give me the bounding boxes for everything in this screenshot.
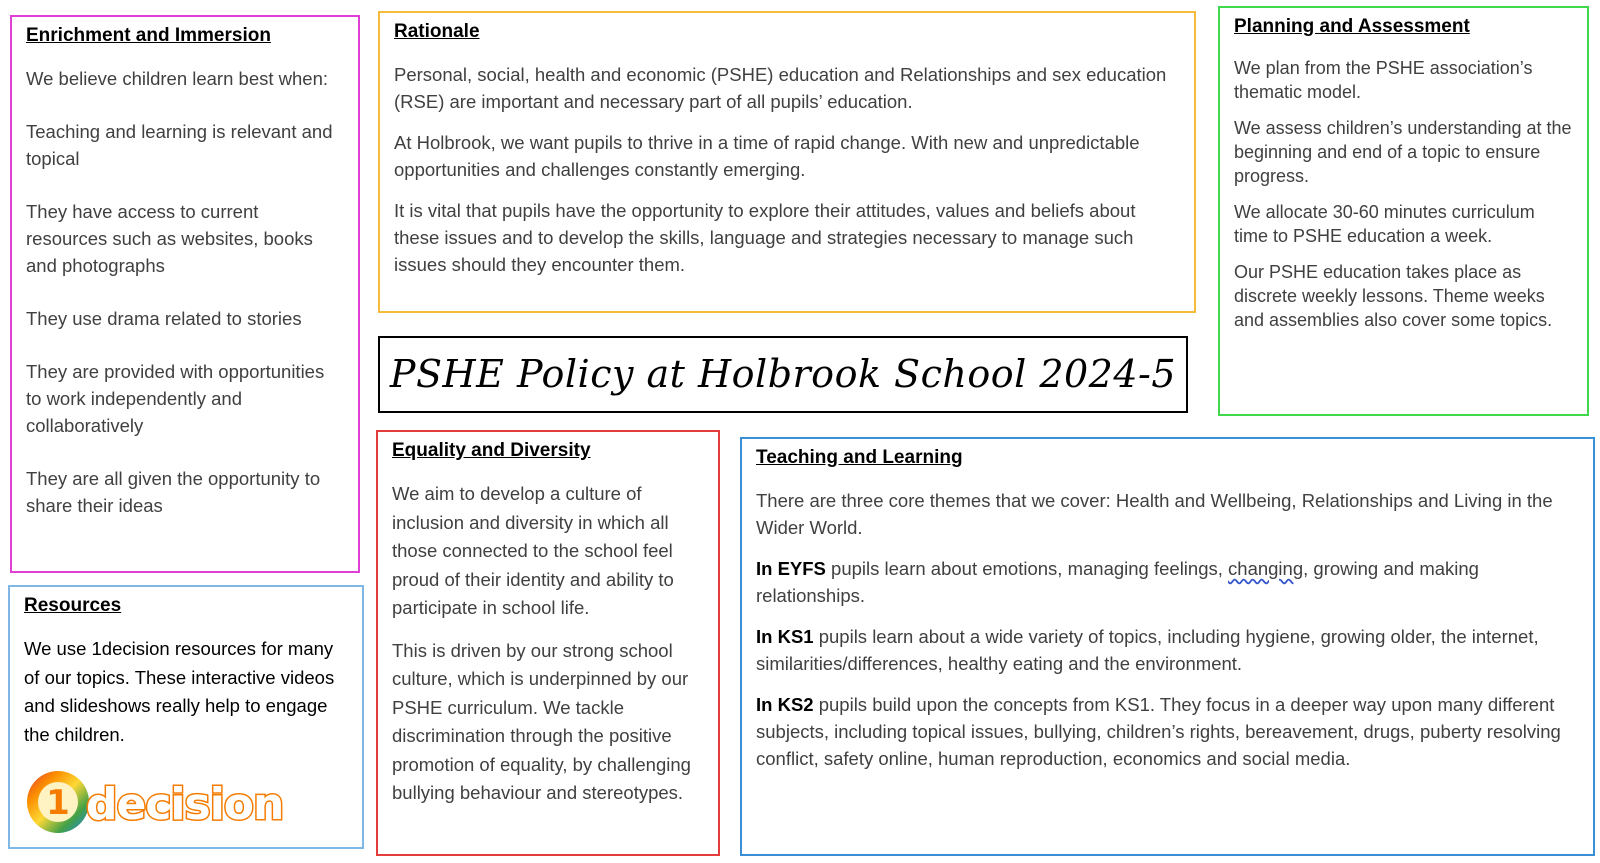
teaching-heading: Teaching and Learning xyxy=(756,447,963,468)
ks1-label: In KS1 xyxy=(756,626,814,647)
enrichment-paragraph: They use drama related to stories xyxy=(26,308,302,329)
equality-heading: Equality and Diversity xyxy=(392,440,591,461)
page-title: PSHE Policy at Holbrook School 2024-5 xyxy=(389,352,1177,396)
rationale-box xyxy=(378,11,1196,313)
planning-paragraph: We allocate 30-60 minutes curriculum time to PSHE education a week. xyxy=(1234,202,1535,246)
enrichment-box xyxy=(10,15,360,573)
equality-box xyxy=(376,430,720,856)
resources-heading: Resources xyxy=(24,595,122,616)
enrichment-paragraph: They have access to current resources such as websites, books and photographs xyxy=(26,201,313,276)
rationale-paragraph: It is vital that pupils have the opportunity to explore their attitudes, values and beliefs about these issues and to develop the skills, language and strategies necessary to manage such issues should they encounter them. xyxy=(394,200,1136,275)
planning-heading: Planning and Assessment xyxy=(1234,16,1470,37)
ks2-label: In KS2 xyxy=(756,694,814,715)
enrichment-paragraph: We believe children learn best when: xyxy=(26,68,328,89)
teaching-eyfs xyxy=(756,555,1579,609)
planning-paragraph: We assess children’s understanding at the beginning and end of a topic to ensure progress. xyxy=(1234,118,1572,186)
equality-paragraph: This is driven by our strong school culture, which is underpinned by our PSHE curriculum. We tackle discrimination through the positive promotion of equality, by challenging bullying behaviour and stereotypes. xyxy=(392,639,691,803)
enrichment-paragraph: They are all given the opportunity to share their ideas xyxy=(26,468,321,516)
rationale-paragraph: Personal, social, health and economic (PSHE) education and Relationships and sex education (RSE) are important and necessary part of all pupils’ education. xyxy=(394,64,1167,112)
logo-digit: 1 xyxy=(46,783,70,823)
eyfs-text: pupils learn about emotions, managing feelings, xyxy=(825,558,1229,579)
teaching-ks2 xyxy=(756,691,1579,772)
enrichment-heading: Enrichment and Immersion xyxy=(26,25,271,46)
logo-wordmark: decision xyxy=(86,779,284,830)
resources-box xyxy=(8,585,364,849)
teaching-intro: There are three core themes that we cover: Health and Wellbeing, Relationships and Living in the Wider World. xyxy=(756,490,1553,538)
ks1-text: pupils learn about a wide variety of topics, including hygiene, growing older, the internet, similarities/differences, healthy eating and the environment. xyxy=(756,626,1539,674)
enrichment-paragraph: Teaching and learning is relevant and topical xyxy=(26,121,333,169)
eyfs-text-end: , growing and making relationships. xyxy=(756,558,1479,606)
planning-paragraph: We plan from the PSHE association’s thematic model. xyxy=(1234,58,1533,102)
ks2-text: pupils build upon the concepts from KS1. They focus in a deeper way upon many different subjects, including topical issues, bullying, children’s rights, bereavement, drugs, puberty resolving conflict, safety online, human reproduction, economics and social media. xyxy=(756,694,1561,769)
rationale-heading: Rationale xyxy=(394,21,480,42)
enrichment-paragraph: They are provided with opportunities to work independently and collaboratively xyxy=(26,361,325,436)
planning-paragraph: Our PSHE education takes place as discrete weekly lessons. Theme weeks and assemblies also cover some topics. xyxy=(1234,262,1553,330)
title-box xyxy=(378,336,1188,413)
resources-text: We use 1decision resources for many of our topics. These interactive videos and slideshows really help to engage the children. xyxy=(24,638,335,745)
teaching-ks1 xyxy=(756,623,1579,677)
eyfs-label: In EYFS xyxy=(756,558,826,579)
1decision-logo xyxy=(24,767,334,837)
equality-paragraph: We aim to develop a culture of inclusion and diversity in which all those connected to the school feel proud of their identity and ability to participate in school life. xyxy=(392,483,674,618)
rationale-paragraph: At Holbrook, we want pupils to thrive in a time of rapid change. With new and unpredictable opportunities and challenges constantly emerging. xyxy=(394,132,1140,180)
planning-box xyxy=(1218,6,1589,416)
spelling-underline: changing xyxy=(1228,558,1304,579)
teaching-box xyxy=(740,437,1595,856)
